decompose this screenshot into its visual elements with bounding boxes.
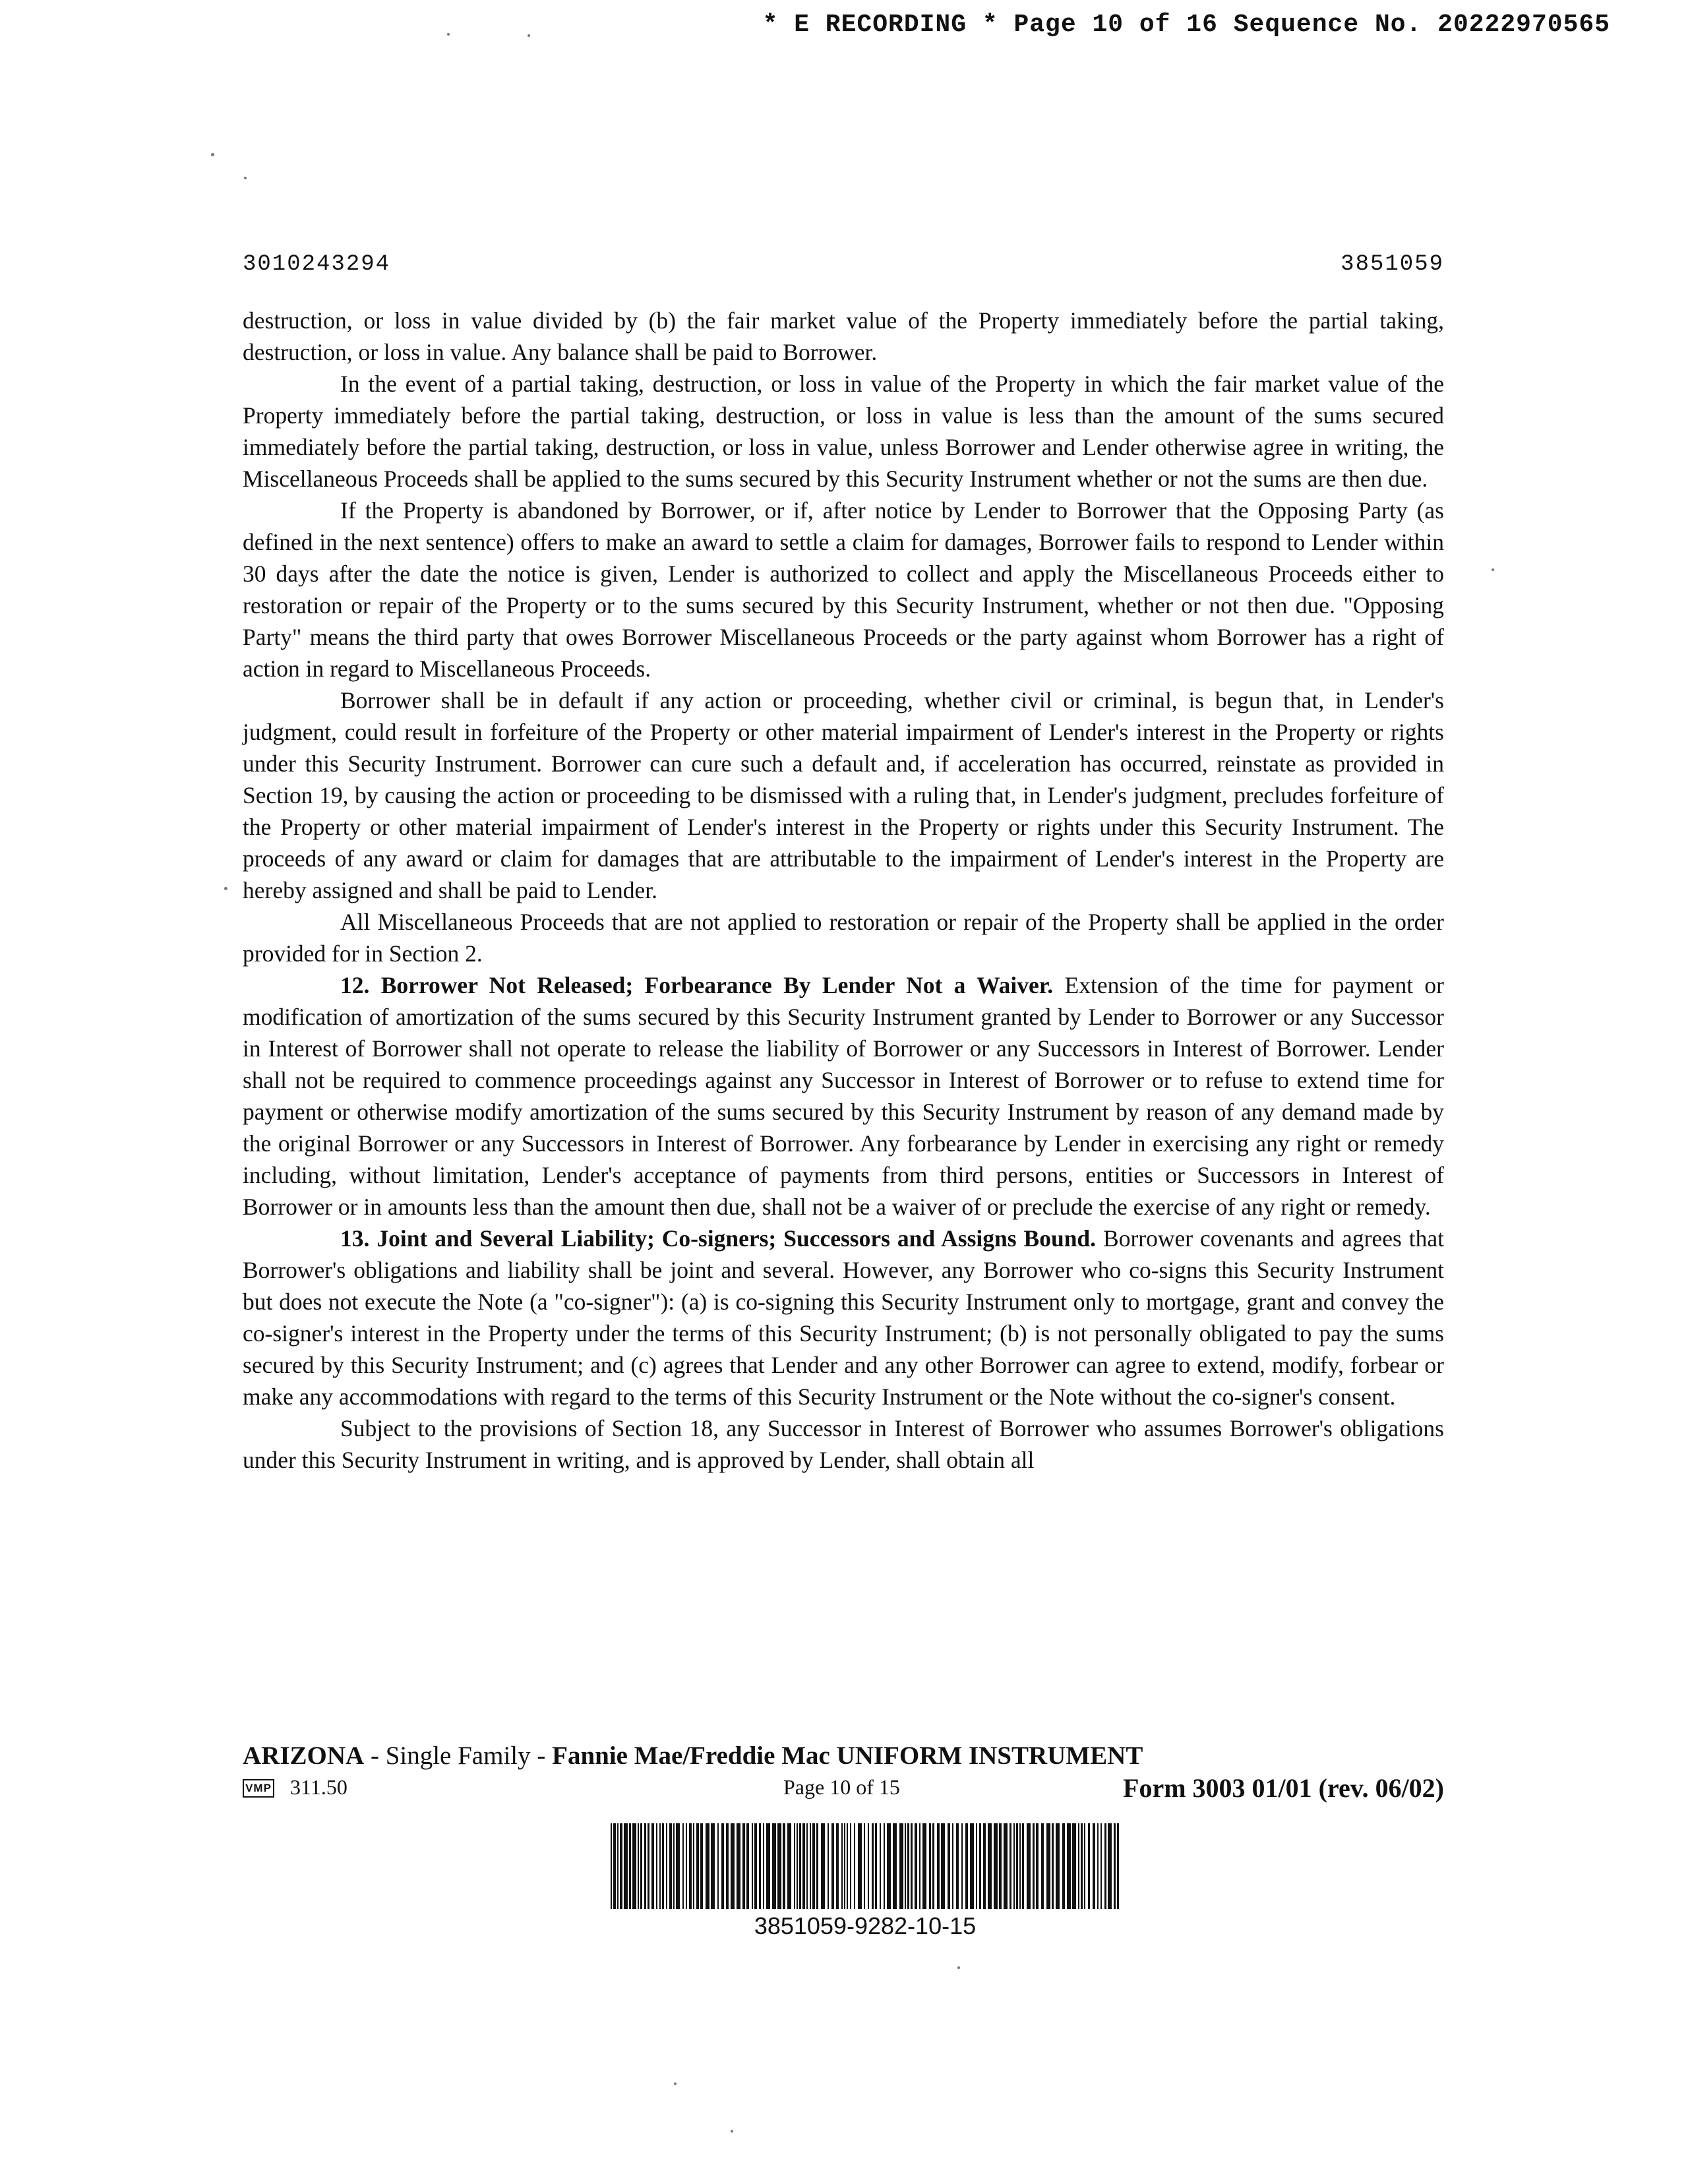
footer-family: Single Family — [385, 1742, 531, 1770]
barcode-bar — [1010, 1823, 1011, 1909]
barcode-bar — [613, 1823, 616, 1909]
barcode-bar — [632, 1823, 636, 1909]
barcode-bar — [956, 1823, 959, 1909]
barcode-bar — [932, 1823, 934, 1909]
barcode-bar — [752, 1823, 753, 1909]
section-13-heading: 13. Joint and Several Liability; Co-signers; Successors and Assigns Bound. — [340, 1225, 1097, 1252]
section-12-text: Extension of the time for payment or modification of amortization of the sums secured by this Security Instrument granted by Lender to Borrower or any Successor in Interest of Borrower shall not operate to release the liability of Borrower or any Successors in Interest of Borrower. Lender shall not be required to commence proceedings against any Successor in Interest of Borrower or to refuse to extend time for payment or otherwise modify amortization of the sums secured by this Security Instrument by reason of any demand made by the original Borrower or any Successors in Interest of Borrower. Any forbearance by Lender in exercising any right or remedy including, without limitation, Lender's acceptance of payments from third persons, entities or Successors in Interest of Borrower or in amounts less than the amount then due, shall not be a waiver of or preclude the exercise of any right or remedy. — [243, 972, 1444, 1220]
vmp-logo-icon: VMP — [243, 1779, 274, 1798]
barcode-bar — [617, 1823, 618, 1909]
barcode-bar — [1093, 1823, 1095, 1909]
barcode-bar — [711, 1823, 715, 1909]
barcode-bar — [836, 1823, 839, 1909]
barcode-bar — [648, 1823, 649, 1909]
barcode-bar — [656, 1823, 657, 1909]
barcode-bar — [620, 1823, 622, 1909]
paragraph-continuation: destruction, or loss in value divided by (b) the fair market value of the Property immediately before the partial taking, destruction, or loss in value. Any balance shall be paid to Borrower. — [243, 307, 1444, 365]
barcode-bar — [799, 1823, 801, 1909]
barcode-bar — [884, 1823, 885, 1909]
scan-speck — [528, 34, 530, 37]
barcode-bar — [841, 1823, 843, 1909]
barcode-bar — [638, 1823, 639, 1909]
paragraph-application: All Miscellaneous Proceeds that are not applied to restoration or repair of the Property shall be applied in the order provided for in Section 2. — [243, 909, 1444, 967]
barcode-bar — [1081, 1823, 1083, 1909]
barcode-bar — [816, 1823, 818, 1909]
barcode-bar — [611, 1823, 612, 1909]
scan-speck — [211, 153, 214, 156]
barcode-number: 3851059-9282-10-15 — [754, 1912, 977, 1939]
barcode-bar — [858, 1823, 862, 1909]
barcode-bar — [905, 1823, 906, 1909]
barcode-bar — [1019, 1823, 1021, 1909]
barcode-bar — [640, 1823, 642, 1909]
barcode-bar — [1072, 1823, 1076, 1909]
document-body — [243, 305, 1444, 1476]
barcode-bar — [766, 1823, 770, 1909]
scan-speck — [731, 2130, 733, 2133]
barcode-bar — [983, 1823, 986, 1909]
barcode-bar — [624, 1823, 628, 1909]
barcode-bar — [787, 1823, 791, 1909]
barcode-bar — [979, 1823, 981, 1909]
scan-speck — [1492, 568, 1494, 571]
section-13 — [243, 1223, 1444, 1412]
barcode-bar — [831, 1823, 834, 1909]
loan-number-right: 3851059 — [1341, 252, 1444, 277]
barcode-bar — [763, 1823, 764, 1909]
barcode-bar — [847, 1823, 848, 1909]
barcode-bar — [682, 1823, 684, 1909]
barcode-bar — [759, 1823, 761, 1909]
footer-state: ARIZONA — [243, 1742, 365, 1770]
barcode-bar — [1088, 1823, 1090, 1909]
barcode-bar — [1114, 1823, 1116, 1909]
barcode-bar — [721, 1823, 724, 1909]
barcode-bar — [700, 1823, 703, 1909]
barcode-bar — [922, 1823, 926, 1909]
barcode-bar — [875, 1823, 877, 1909]
barcode-bar — [868, 1823, 869, 1909]
barcode-bar — [666, 1823, 667, 1909]
barcode-bar — [948, 1823, 950, 1909]
barcode-bar — [696, 1823, 699, 1909]
barcode-bar — [864, 1823, 865, 1909]
section-13-text: Borrower covenants and agrees that Borrower's obligations and liability shall be joint and several. However, any Borrower who co-signs this Security Instrument but does not execute the Note (a "co-signer"): (a) is co-signing this Security Instrument only to mortgage, grant and convey the co-signer's interest in the Property under the terms of this Security Instrument; (b) is not personally obligated to pay the sums secured by this Security Instrument; and (c) agrees that Lender and any other Borrower can agree to extend, modify, forbear or make any accommodations with regard to the terms of this Security Instrument or the Note without the co-signer's consent. — [243, 1225, 1444, 1410]
barcode-bar — [812, 1823, 815, 1909]
barcode-bar — [893, 1823, 897, 1909]
barcode-bar — [737, 1823, 740, 1909]
barcode-bar — [1056, 1823, 1060, 1909]
footer-instrument: Fannie Mae/Freddie Mac UNIFORM INSTRUMENT — [552, 1742, 1143, 1770]
barcode-bar — [988, 1823, 992, 1909]
barcode-bar — [772, 1823, 776, 1909]
barcode-bar — [994, 1823, 998, 1909]
barcode-bar — [662, 1823, 664, 1909]
barcode-bar — [911, 1823, 913, 1909]
barcode-bar — [1117, 1823, 1119, 1909]
barcode-bar — [1108, 1823, 1112, 1909]
form-number: Form 3003 01/01 (rev. 06/02) — [1123, 1773, 1444, 1803]
barcode-bar — [1036, 1823, 1039, 1909]
barcode-bar — [810, 1823, 811, 1909]
barcode-bar — [970, 1823, 974, 1909]
barcode-bar — [797, 1823, 798, 1909]
footer-row — [243, 1773, 1444, 1805]
barcode-bar — [1033, 1823, 1035, 1909]
barcode-bar — [1097, 1823, 1099, 1909]
barcode-bar — [1041, 1823, 1044, 1909]
recording-header: * E RECORDING * Page 10 of 16 Sequence No. 20222970565 — [762, 11, 1610, 39]
barcode-bar — [941, 1823, 945, 1909]
form-code: 311.50 — [290, 1775, 347, 1799]
barcode-bar — [1067, 1823, 1071, 1909]
barcode-bar — [706, 1823, 709, 1909]
barcode-bar — [1004, 1823, 1008, 1909]
barcode-bar — [794, 1823, 795, 1909]
barcode-bar — [659, 1823, 661, 1909]
section-12-heading: 12. Borrower Not Released; Forbearance By Lender Not a Waiver. — [340, 972, 1054, 998]
barcode-bar — [850, 1823, 851, 1909]
barcode-bar — [937, 1823, 940, 1909]
scan-speck — [224, 887, 227, 890]
loan-number-left: 3010243294 — [243, 252, 391, 277]
barcode-bar — [1100, 1823, 1102, 1909]
scan-speck — [244, 177, 247, 179]
barcode-bar — [1046, 1823, 1050, 1909]
page-number: Page 10 of 15 — [783, 1775, 900, 1799]
barcode-bar — [1104, 1823, 1106, 1909]
barcode-bar — [907, 1823, 909, 1909]
barcode-bar — [673, 1823, 675, 1909]
barcode-bar — [1027, 1823, 1031, 1909]
barcode-bar — [828, 1823, 829, 1909]
barcode-bar — [783, 1823, 785, 1909]
barcode-bar — [754, 1823, 757, 1909]
barcode-bar — [899, 1823, 903, 1909]
barcode-bar — [1078, 1823, 1079, 1909]
barcode-bar — [976, 1823, 977, 1909]
barcode-bar — [644, 1823, 646, 1909]
barcode-bar — [1062, 1823, 1065, 1909]
barcode-bar — [872, 1823, 874, 1909]
barcode-bar — [802, 1823, 805, 1909]
barcode-bar — [689, 1823, 692, 1909]
paragraph-successors: Subject to the provisions of Section 18, any Successor in Interest of Borrower who assumes Borrower's obligations under this Security Instrument in writing, and is approved by Lender, shall obtain all — [243, 1415, 1444, 1473]
barcode-bar — [651, 1823, 654, 1909]
barcode-bar — [961, 1823, 963, 1909]
barcode-bar — [880, 1823, 881, 1909]
barcode-bar — [1016, 1823, 1018, 1909]
barcode-bar — [629, 1823, 631, 1909]
barcode-bar — [821, 1823, 825, 1909]
barcode-bar — [952, 1823, 953, 1909]
barcode-bar — [844, 1823, 845, 1909]
barcode-bar — [746, 1823, 749, 1909]
barcode-bar — [676, 1823, 680, 1909]
barcode-bar — [731, 1823, 735, 1909]
paragraph-partial-taking: In the event of a partial taking, destruction, or loss in value of the Property in which the fair market value of the Property immediately before the partial taking, destruction, or loss in value is less than the amount of the sums secured immediately before the partial taking, destruction, or loss in value, unless Borrower and Lender otherwise agree in writing, the Miscellaneous Proceeds shall be applied to the sums secured by this Security Instrument whether or not the sums are then due. — [243, 371, 1444, 492]
barcode-bar — [915, 1823, 917, 1909]
barcode-bar — [1013, 1823, 1015, 1909]
scan-speck — [447, 33, 450, 36]
barcode-bar — [887, 1823, 891, 1909]
barcode-bar — [686, 1823, 687, 1909]
barcode-bar — [717, 1823, 719, 1909]
barcode-bar — [965, 1823, 968, 1909]
barcode-bar — [929, 1823, 931, 1909]
barcode-icon — [608, 1823, 1122, 1909]
barcode-bar — [742, 1823, 745, 1909]
paragraph-default: Borrower shall be in default if any action or proceeding, whether civil or criminal, is begun that, in Lender's judgment, could result in forfeiture of the Property or other material impairment of Lender's interest in the Property or rights under this Security Instrument. Borrower can cure such a default and, if acceleration has occurred, reinstate as provided in Section 19, by causing the action or proceeding to be dismissed with a ruling that, in Lender's judgment, precludes forfeiture of the Property or other material impairment of Lender's interest in the Property or rights under this Security Instrument. The proceeds of any award or claim for damages that are attributable to the impairment of Lender's interest in the Property are hereby assigned and shall be paid to Lender. — [243, 687, 1444, 903]
barcode-bar — [1052, 1823, 1054, 1909]
scan-speck — [674, 2082, 677, 2085]
footer-form-title: ARIZONA - Single Family - Fannie Mae/Freddie Mac UNIFORM INSTRUMENT — [243, 1742, 1143, 1770]
barcode-bar — [1022, 1823, 1024, 1909]
paragraph-abandonment: If the Property is abandoned by Borrower, or if, after notice by Lender to Borrower that the Opposing Party (as defined in the next sentence) offers to make an award to settle a claim for damages, Borrower fails to respond to Lender within 30 days after the date the notice is given, Lender is authorized to collect and apply the Miscellaneous Proceeds either to restoration or repair of the Property or to the sums secured by this Security Instrument, whether or not then due. "Opposing Party" means the third party that owes Borrower Miscellaneous Proceeds or the party against whom Borrower has a right of action in regard to Miscellaneous Proceeds. — [243, 497, 1444, 682]
barcode-bar — [777, 1823, 781, 1909]
barcode-bar — [999, 1823, 1002, 1909]
scan-speck — [957, 1966, 960, 1969]
barcode-bar — [693, 1823, 694, 1909]
barcode-bar — [806, 1823, 808, 1909]
barcode-bar — [1084, 1823, 1085, 1909]
section-12 — [243, 969, 1444, 1223]
barcode-bar — [919, 1823, 920, 1909]
barcode-bar — [669, 1823, 672, 1909]
barcode-bar — [854, 1823, 855, 1909]
barcode-bar — [726, 1823, 729, 1909]
loan-numbers-row — [243, 252, 1444, 277]
